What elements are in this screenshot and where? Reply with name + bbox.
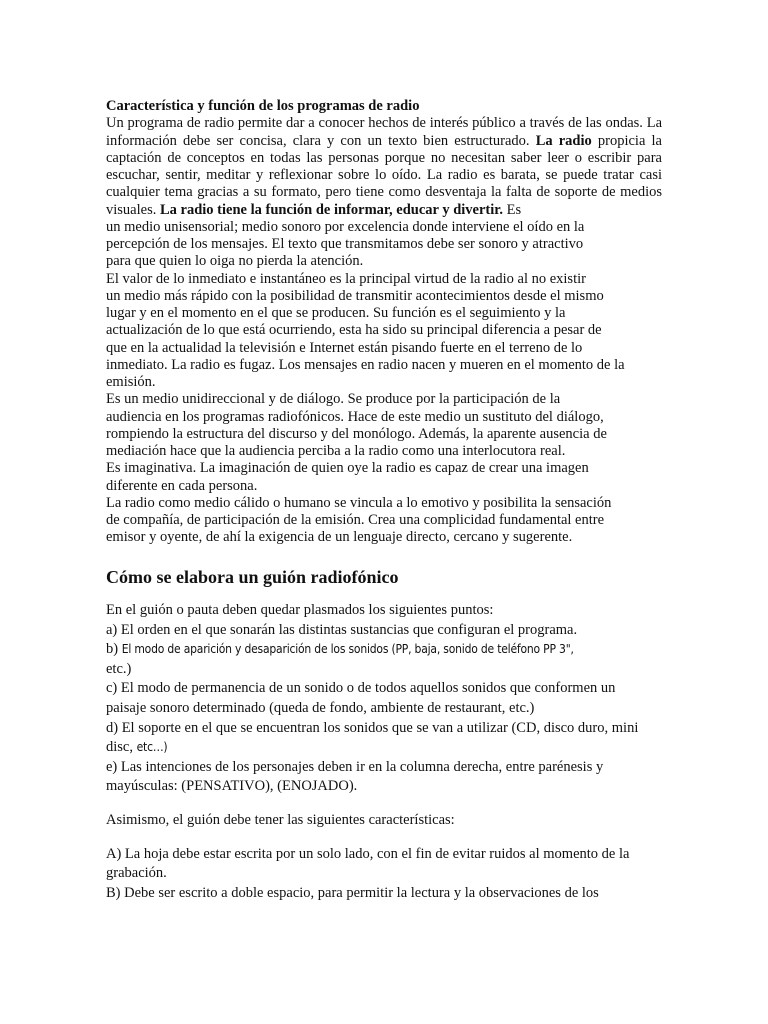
- section-caracteristicas: [106, 98, 662, 547]
- list-item-e: [106, 758, 666, 797]
- text-line: Es un medio unidireccional y de diálogo. Se produce por la participación de la: [106, 391, 561, 408]
- text-line-mono: etc…): [136, 740, 168, 755]
- paragraph-calido: [106, 495, 662, 547]
- text-line: La radio como medio cálido o humano se vincula a lo emotivo y posibilita la sensación: [106, 494, 612, 511]
- text-line: propicia la captación de conceptos en todas las personas porque no necesitan saber leer o: [106, 132, 662, 166]
- paragraph-inmediato: [106, 271, 662, 392]
- text-line: inmediato. La radio es fugaz. Los mensajes en radio nacen y mueren en el momento de la: [106, 356, 625, 373]
- bold-text: La radio: [535, 132, 592, 149]
- list-item-d: [106, 719, 666, 758]
- paragraph-imaginativa: [106, 460, 662, 495]
- paragraph-intro: [106, 115, 662, 219]
- list-item-B: B) Debe ser escrito a doble espacio, para permitir la lectura y la observaciones de los: [106, 884, 599, 901]
- guion-intro: En el guión o pauta deben quedar plasmados los siguientes puntos:: [106, 602, 494, 618]
- text-line: El valor de lo inmediato e instantáneo es la principal virtud de la radio al no existir: [106, 270, 586, 287]
- text-line: un medio más rápido con la posibilidad de transmitir acontecimientos desde el mismo: [106, 287, 604, 304]
- text-line: lugar y en el momento en el que se producen. Su función es el seguimiento y la: [106, 305, 566, 321]
- text-line: percepción de los mensajes. El texto que transmitamos debe ser sonoro y atractivo: [106, 236, 584, 252]
- paragraph-unidireccional: [106, 391, 662, 460]
- text-line: grabación.: [106, 865, 167, 882]
- text-line: Es: [506, 201, 522, 218]
- text-line: audiencia en los programas radiofónicos. Hace de este medio un sustituto del diálogo,: [106, 408, 604, 425]
- text-line: escribir para escuchar, sentir, meditar y reflexionar sobre lo oído. La radio es barata, se: [106, 149, 662, 183]
- heading-guion: Cómo se elabora un guión radiofónico: [106, 567, 399, 587]
- bold-text: La radio tiene la función de informar, educar y divertir.: [159, 201, 503, 218]
- section-title: Característica y función de los programas de radio: [106, 98, 420, 114]
- text-line: que en la actualidad la televisión e Internet están pisando fuerte en el terreno de lo: [106, 339, 583, 356]
- list-item-b: [106, 640, 666, 679]
- text-line: mediación hace que la audiencia perciba a la radio como una interlocutora real.: [106, 443, 566, 459]
- text-line: emisión.: [106, 374, 156, 390]
- text-line: ondas. La información debe ser concisa, clara y con un texto bien estructurado.: [106, 115, 663, 149]
- text-line: mayúsculas: (PENSATIVO), (ENOJADO).: [106, 778, 358, 795]
- text-line: soporte de medios visuales.: [106, 184, 662, 218]
- list-item-b-cont: etc.): [106, 660, 132, 677]
- text-line: de compañía, de participación de la emisión. Crea una complicidad fundamental entre: [106, 512, 605, 528]
- text-line: paisaje sonoro determinado (queda de fondo, ambiente de restaurant, etc.): [106, 699, 535, 716]
- text-line: para que quien lo oiga no pierda la atención.: [106, 253, 364, 270]
- text-line: actualización de lo que está ocurriendo, esta ha sido su principal diferencia a pesar de: [106, 322, 602, 339]
- paragraph-intro-cont: [106, 219, 662, 271]
- list-item-A: [106, 845, 666, 884]
- section-guion: [106, 601, 666, 903]
- text-line: e) Las intenciones de los personajes deben ir en la columna derecha, entre parénesis y: [106, 758, 604, 775]
- text-line: un medio unisensorial; medio sonoro por excelencia donde interviene el oído en la: [106, 218, 585, 235]
- list-item-c: [106, 679, 666, 718]
- text-line: diferente en cada persona.: [106, 477, 258, 494]
- text-line: puede tratar casi cualquier tema gracias a su formato, pero tiene como desventaja la falta de: [106, 167, 663, 201]
- list-item-b-prefix: b): [106, 641, 119, 658]
- text-line: Es imaginativa. La imaginación de quien oye la radio es capaz de crear una imagen: [106, 460, 589, 477]
- list-item-a: a) El orden en el que sonarán las distintas sustancias que configuran el programa.: [106, 621, 578, 638]
- text-line: rompiendo la estructura del discurso y del monólogo. Además, la aparente ausencia de: [106, 425, 607, 442]
- caracteristicas-intro: Asimismo, el guión debe tener las siguientes características:: [106, 811, 455, 828]
- text-line: c) El modo de permanencia de un sonido o de todos aquellos sonidos que conformen un: [106, 680, 616, 697]
- text-line: Un programa de radio permite dar a conocer hechos de interés público a través de las: [106, 115, 602, 132]
- text-line: emisor y oyente, de ahí la exigencia de un lenguaje directo, cercano y sugerente.: [106, 529, 573, 546]
- text-line: disc,: [106, 739, 133, 756]
- text-line: A) La hoja debe estar escrita por un solo lado, con el fin de evitar ruidos al momento de la: [106, 845, 630, 862]
- text-line: d) El soporte en el que se encuentran los sonidos que se van a utilizar (CD, disco duro, mini: [106, 719, 639, 736]
- list-item-b-text: El modo de aparición y desaparición de los sonidos (PP, baja, sonido de teléfono PP 3",: [121, 642, 574, 657]
